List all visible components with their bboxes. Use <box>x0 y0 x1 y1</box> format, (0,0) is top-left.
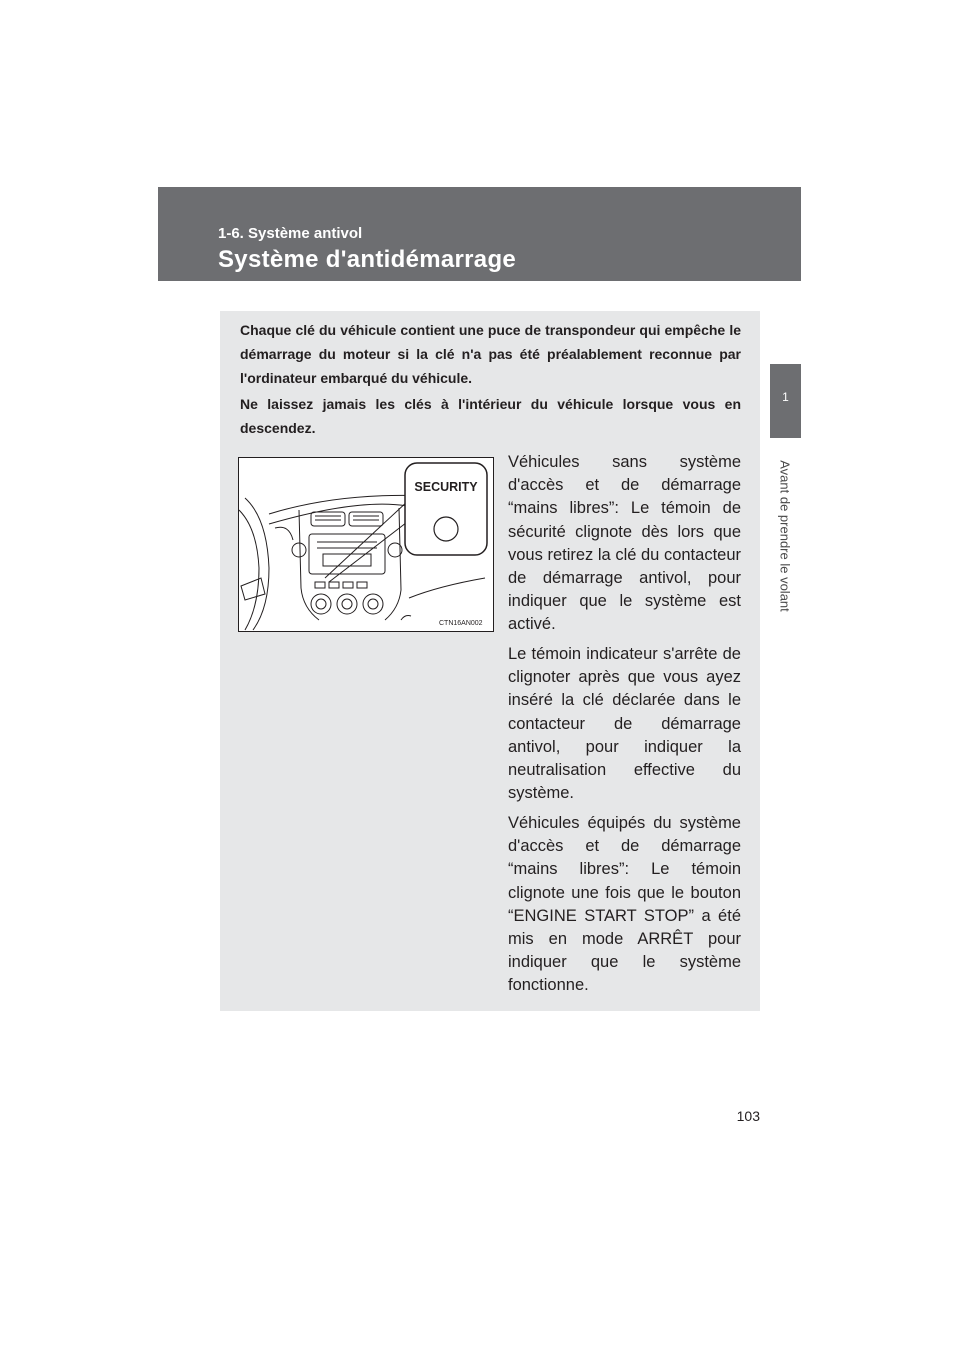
dashboard-illustration <box>238 457 494 632</box>
section-label: 1-6. Système antivol <box>218 225 363 242</box>
intro-paragraph: Chaque clé du véhicule contient une puce de transpondeur qui empêche le démarrage du moteur si la clé n'a pas été préalablement reconnue par l'ordinateur embarqué du véhicule. <box>240 322 741 386</box>
content-box <box>220 311 760 1011</box>
page-title: Système d'antidémarrage <box>218 246 517 273</box>
chapter-number: 1 <box>782 390 789 404</box>
chapter-tab <box>770 364 801 438</box>
security-callout-label: SECURITY <box>414 480 478 494</box>
body-paragraph: Véhicules équipés du système d'accès et de démarrage “mains libres”: Le témoin clignote une fois que le bouton “ENGINE START STOP” a été mis en mode ARRÊT pour indiquer que le système fonctionne. <box>508 814 741 995</box>
section-header <box>158 187 801 281</box>
warning-paragraph: Ne laissez jamais les clés à l'intérieur du véhicule lorsque vous en descendez. <box>240 396 741 436</box>
page-number: 103 <box>736 1108 760 1124</box>
body-paragraph: Véhicules sans système d'accès et de démarrage “mains libres”: Le témoin de sécurité clignote dès lors que vous retirez la clé du contacteur de démarrage antivol, pour indiquer que le système est activé. <box>508 453 741 634</box>
body-paragraph: Le témoin indicateur s'arrête de clignoter après que vous ayez inséré la clé déclarée dans le contacteur de démarrage antivol, pour indiquer la neutralisation effective du système. <box>508 645 741 803</box>
figure-code: CTN16AN002 <box>439 620 483 627</box>
chapter-title: Avant de prendre le volant <box>777 460 793 612</box>
